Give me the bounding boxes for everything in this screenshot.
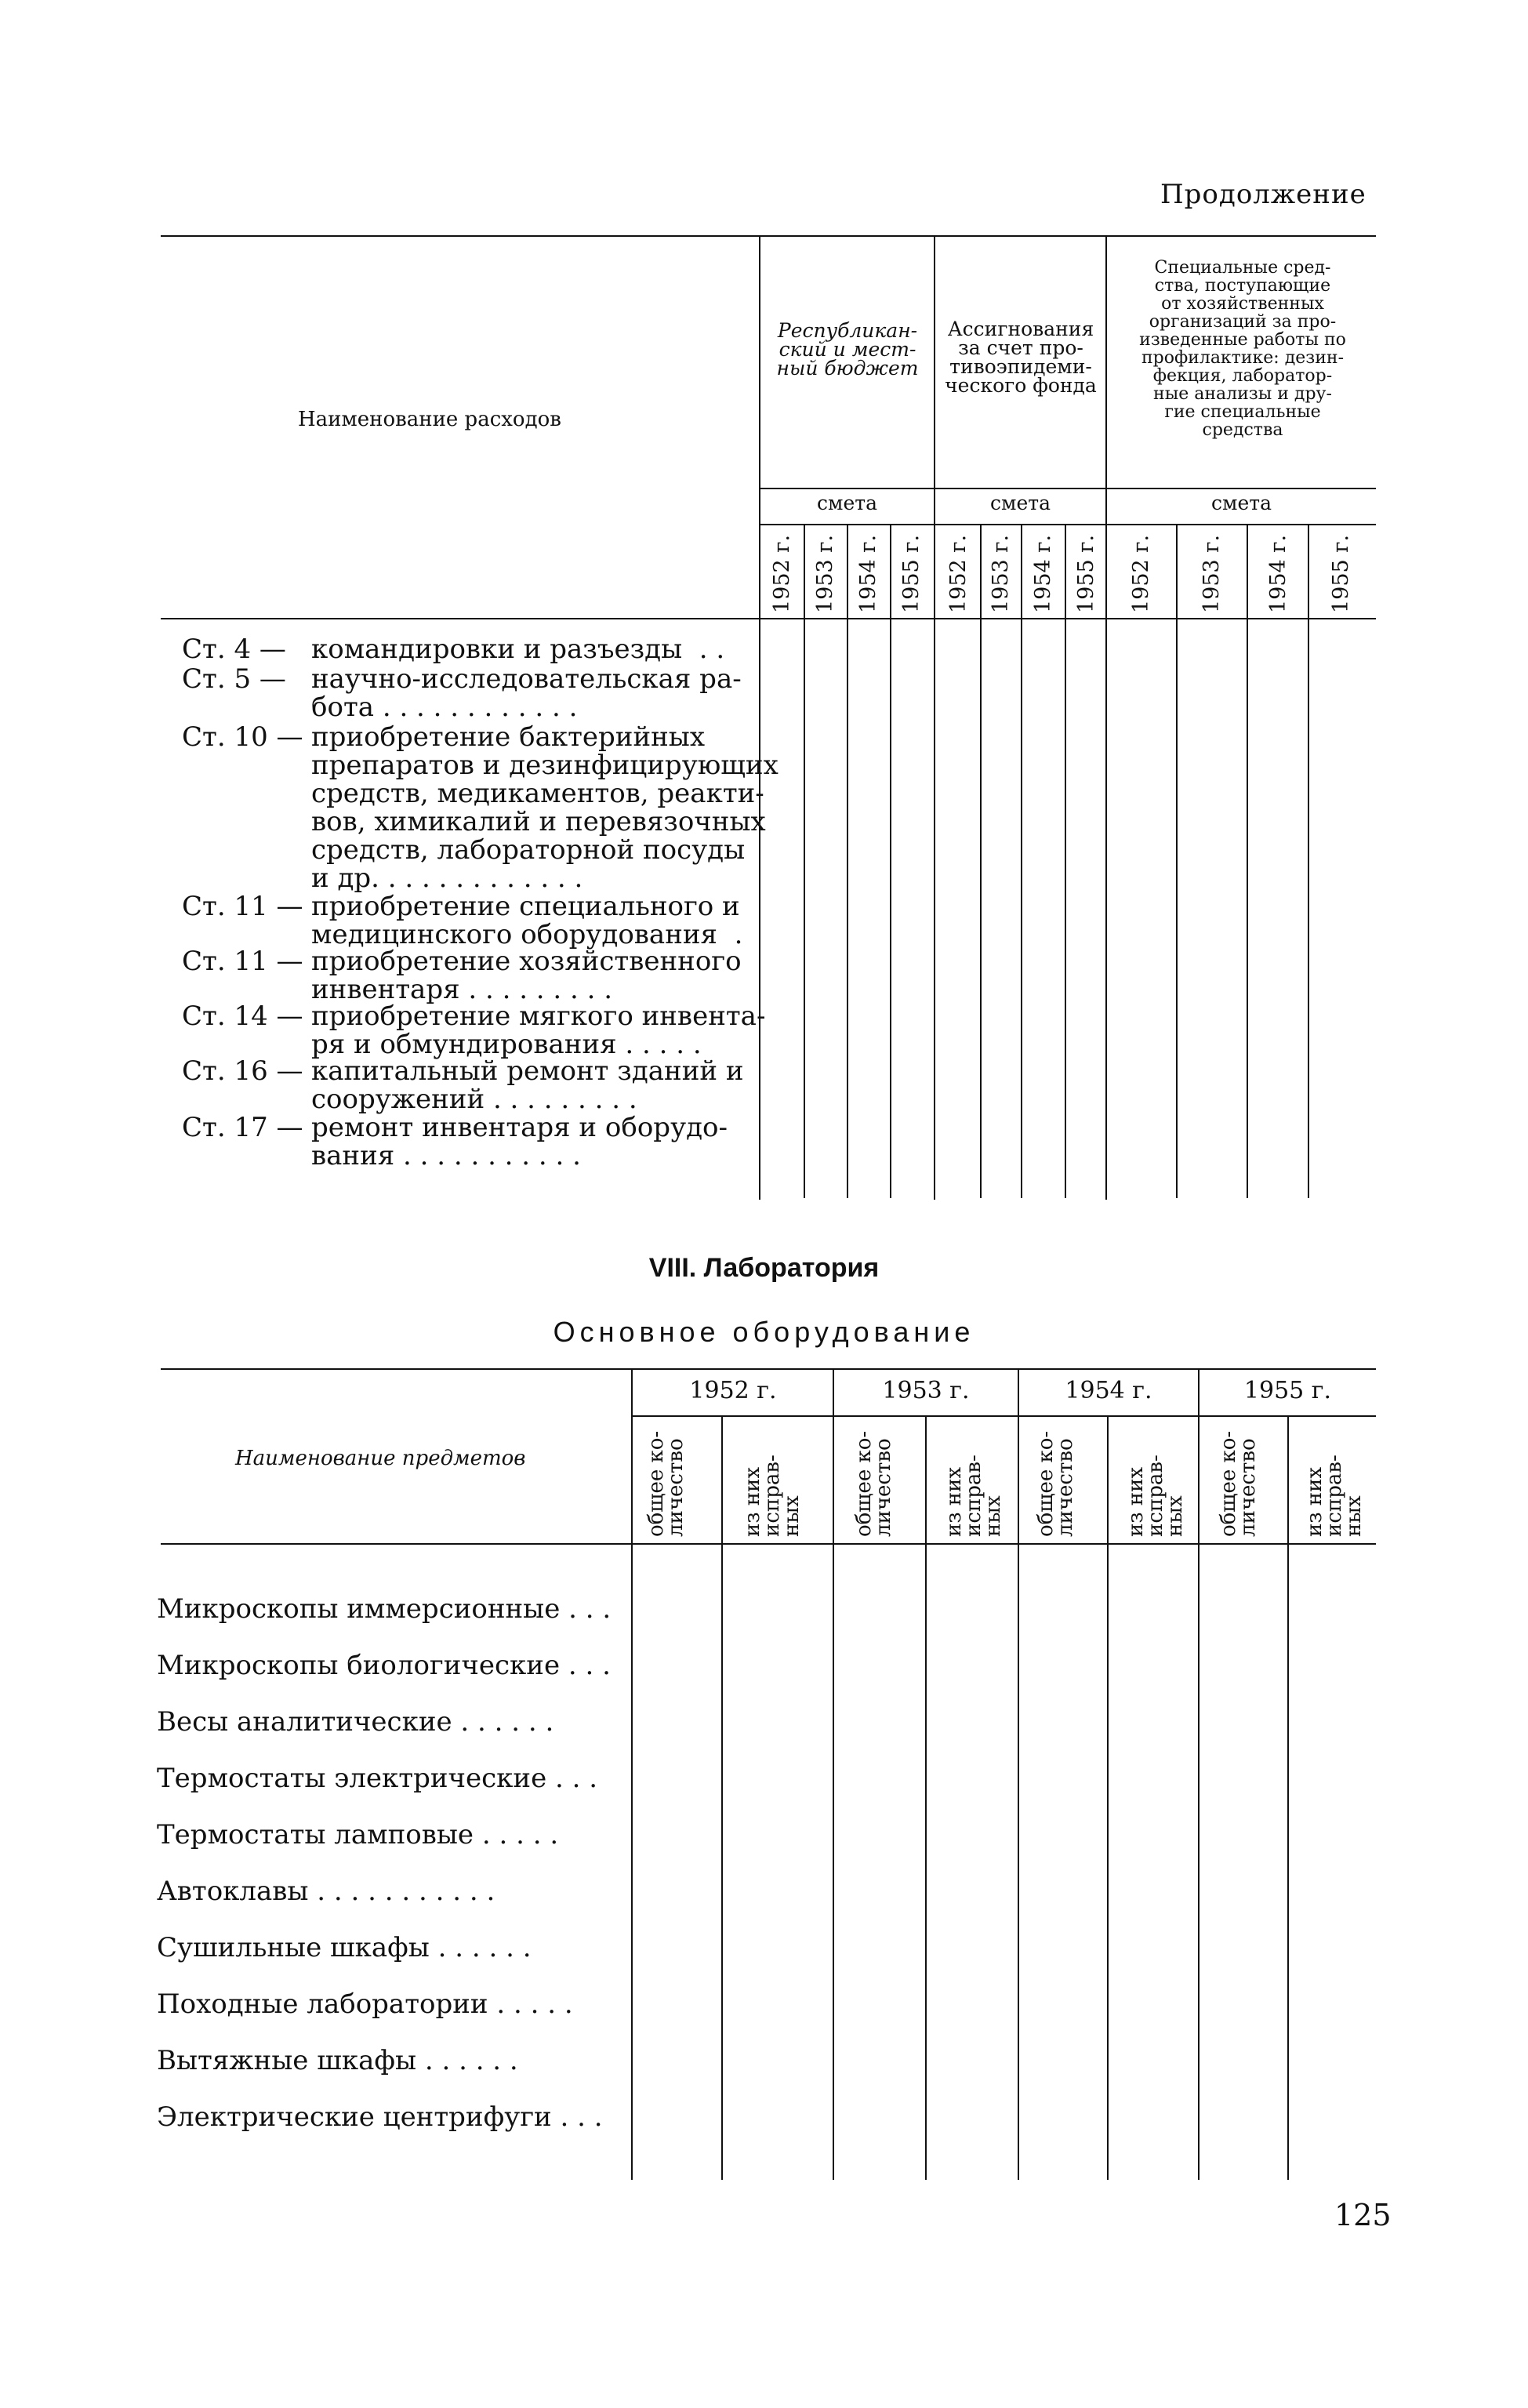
lab-year-header: 1955 г. <box>1243 1377 1332 1404</box>
year-col-label: 1953 г. <box>813 534 837 613</box>
article-number: Ст. 11 — <box>182 946 303 977</box>
article-text: командировки и разъезды . . <box>311 634 725 665</box>
group-header-budget: Республикан- ский и мест- ный бюджет <box>776 319 919 380</box>
lab-year-header: 1952 г. <box>689 1377 777 1404</box>
year-col-label: 1955 г. <box>899 534 924 613</box>
table-row <box>182 635 739 663</box>
group-header-special-funds: Специальные сред- ства, поступающие от хозяйственных организаций за про- изведенные работы по профилактике: дезин- фекция, лаборатор- ные анализы и дру- гие специальные средства <box>1139 258 1346 440</box>
subcol-working-count: из них исправ- ных <box>942 1455 1005 1537</box>
article-text: приобретение хозяйственного инвентаря . . . . . . . . . <box>311 946 742 1005</box>
article-text: приобретение бактерийных препаратов и дезинфицирующих средств, медикаментов, реакти- вов, химикалий и перевязочных средств, лабораторной посуды и др. . . . . . . . . . . . . <box>311 721 779 894</box>
group-sub-smeta-3: смета <box>1211 492 1272 514</box>
subcol-working-count: из них исправ- ных <box>741 1455 804 1537</box>
list-item: Автоклавы . . . . . . . . . . . <box>157 1876 495 1907</box>
list-item: Вытяжные шкафы . . . . . . <box>157 2045 518 2076</box>
list-item: Весы аналитические . . . . . . <box>157 1706 554 1738</box>
article-text: капитальный ремонт зданий и сооружений . . . . . . . . . <box>311 1055 744 1115</box>
article-text: приобретение специального и медицинского оборудования . <box>311 891 743 950</box>
group-sub-smeta-1: смета <box>817 492 877 514</box>
subcol-total-count: общее ко- личество <box>852 1430 895 1537</box>
lab-year-header: 1953 г. <box>882 1377 970 1404</box>
article-number: Ст. 10 — <box>182 721 303 753</box>
list-item: Термостаты электрические . . . <box>157 1763 598 1794</box>
list-item: Микроскопы иммерсионные . . . <box>157 1593 612 1625</box>
expense-name-header: Наименование расходов <box>298 408 561 431</box>
year-col-label: 1954 г. <box>856 534 880 613</box>
year-col-label: 1954 г. <box>1031 534 1055 613</box>
subcol-working-count: из них исправ- ных <box>1303 1455 1366 1537</box>
year-col-label: 1953 г. <box>989 534 1013 613</box>
article-text: ремонт инвентаря и оборудо- вания . . . . . . . . . . . <box>311 1112 728 1171</box>
table-row <box>182 1113 739 1170</box>
group-sub-smeta-2: смета <box>990 492 1051 514</box>
year-col-label: 1952 г. <box>770 534 794 613</box>
list-item: Термостаты ламповые . . . . . <box>157 1819 559 1850</box>
subcol-working-count: из них исправ- ных <box>1124 1455 1187 1537</box>
list-item: Электрические центрифуги . . . <box>157 2101 603 2133</box>
table-row <box>182 1001 766 1060</box>
year-col-label: 1953 г. <box>1200 534 1224 613</box>
list-item: Микроскопы биологические . . . <box>157 1650 611 1681</box>
year-col-label: 1955 г. <box>1329 534 1353 613</box>
group-header-antiepidemic-fund: Ассигнования за счет про- тивоэпидеми- ческого фонда <box>945 318 1097 397</box>
year-col-label: 1954 г. <box>1266 534 1290 613</box>
year-col-label: 1952 г. <box>1129 534 1153 613</box>
table-row <box>182 1055 744 1115</box>
article-number: Ст. 16 — <box>182 1055 303 1087</box>
list-item: Сушильные шкафы . . . . . . <box>157 1932 532 1963</box>
article-number: Ст. 5 — <box>182 663 286 695</box>
article-text: приобретение мягкого инвента- ря и обмундирования . . . . . <box>311 1001 766 1060</box>
subcol-total-count: общее ко- личество <box>1034 1430 1077 1537</box>
table-row <box>182 663 742 723</box>
continuation-label: Продолжение <box>1160 179 1366 210</box>
section-subtitle: Основное оборудование <box>553 1316 975 1348</box>
table-row <box>182 946 742 1005</box>
list-item: Походные лаборатории . . . . . <box>157 1989 573 2020</box>
year-col-label: 1955 г. <box>1074 534 1098 613</box>
lab-name-header: Наименование предметов <box>235 1447 526 1470</box>
lab-year-header: 1954 г. <box>1065 1377 1152 1404</box>
article-number: Ст. 14 — <box>182 1001 303 1032</box>
section-title: VIII. Лаборатория <box>648 1253 880 1283</box>
table-row <box>182 891 743 950</box>
subcol-total-count: общее ко- личество <box>644 1430 688 1537</box>
year-col-label: 1952 г. <box>946 534 971 613</box>
subcol-total-count: общее ко- личество <box>1217 1430 1260 1537</box>
article-text: научно-исследовательская ра- бота . . . . . . . . . . . . <box>311 663 742 723</box>
article-number: Ст. 17 — <box>182 1112 303 1143</box>
article-number: Ст. 4 — <box>182 634 286 665</box>
table-row <box>182 721 779 894</box>
page-number: 125 <box>1334 2198 1392 2232</box>
article-number: Ст. 11 — <box>182 891 303 922</box>
